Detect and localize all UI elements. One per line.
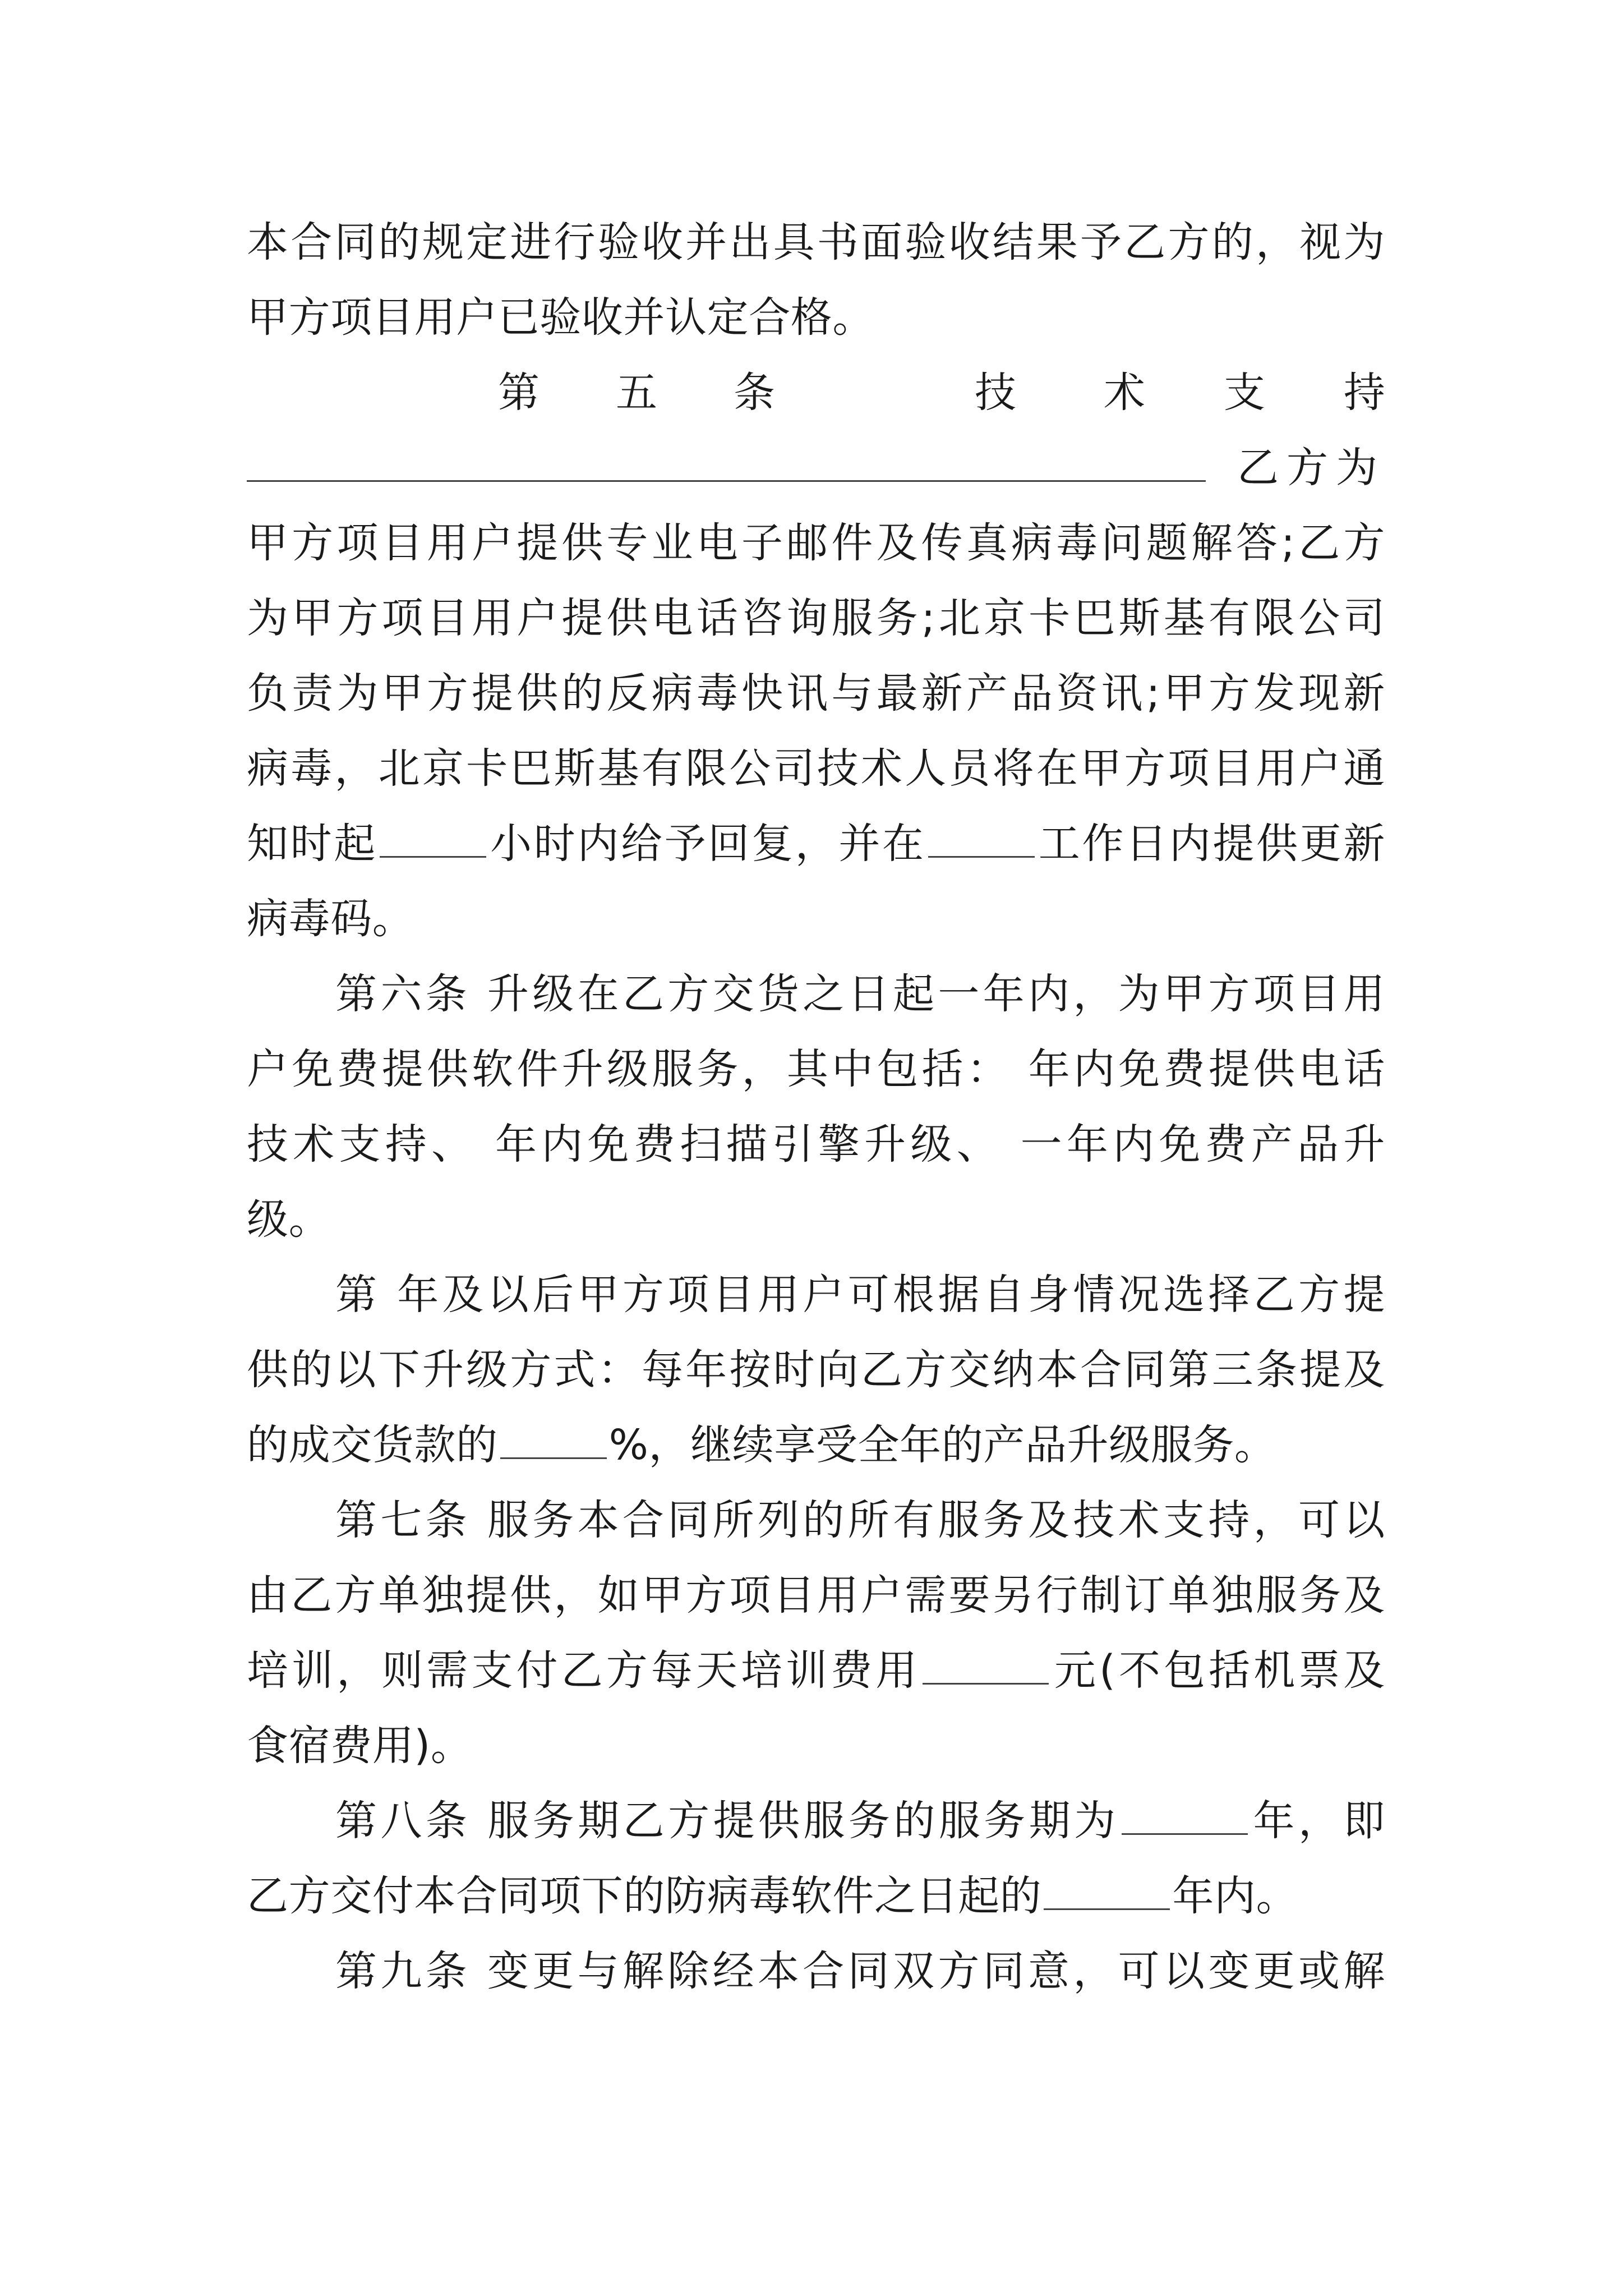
article-5-heading (247, 355, 1385, 430)
text-line: 病毒，北京卡巴斯基有限公司技术人员将在甲方项目用户通 (247, 744, 1385, 793)
heading-char: 第 (498, 369, 540, 417)
text-line: 甲方项目用户已验收并认定合格。 (247, 293, 874, 342)
text-line (247, 1407, 1385, 1483)
text-line (247, 806, 1385, 881)
text-line: 病毒码。 (247, 895, 414, 943)
text-line: 第七条 服务本合同所列的所有服务及技术支持，可以 (335, 1496, 1385, 1544)
text-line: 技术支持、 年内免费扫描引擎升级、 一年内免费产品升 (247, 1120, 1385, 1168)
text-segment: 乙方交付本合同项下的防病毒软件之日起的 (247, 1872, 1042, 1920)
text-line (247, 430, 1385, 505)
text-segment: 工作日内提供更新 (1036, 820, 1385, 868)
heading-char: 术 (1104, 369, 1146, 417)
text-line: 第六条 升级在乙方交货之日起一年内，为甲方项目用 (335, 970, 1385, 1018)
text-line: 由乙方单独提供，如甲方项目用户需要另行制订单独服务及 (247, 1571, 1385, 1619)
text-line: 甲方项目用户提供专业电子邮件及传真病毒问题解答;乙方 (247, 519, 1385, 567)
fill-in-blank (500, 1423, 607, 1459)
text-segment: 的成交货款的 (247, 1421, 498, 1469)
text-line: 供的以下升级方式：每年按时向乙方交纳本合同第三条提及 (247, 1346, 1385, 1394)
text-segment: 年内。 (1172, 1872, 1298, 1920)
text-line: 食宿费用)。 (247, 1722, 473, 1770)
text-segment: 元(不包括机票及 (1051, 1646, 1386, 1695)
text-line: 户免费提供软件升级服务，其中包括： 年内免费提供电话 (247, 1045, 1385, 1093)
text-segment: %，继续享受全年的产品升级服务。 (608, 1421, 1276, 1469)
text-segment: 第八条 服务期乙方提供服务的服务期为 (335, 1797, 1119, 1845)
fill-in-blank (247, 445, 1206, 482)
text-line (247, 1633, 1385, 1708)
text-segment: 年，即 (1249, 1797, 1385, 1845)
text-line: 级。 (247, 1195, 331, 1244)
text-line (247, 1783, 1385, 1858)
text-line: 负责为甲方提供的反病毒快讯与最新产品资讯;甲方发现新 (247, 669, 1385, 717)
document-page (247, 205, 1385, 2009)
text-line: 为甲方项目用户提供电话咨询服务;北京卡巴斯基有限公司 (247, 594, 1385, 642)
text-line: 本合同的规定进行验收并出具书面验收结果予乙方的，视为 (247, 218, 1385, 266)
text-line: 第 年及以后甲方项目用户可根据自身情况选择乙方提 (335, 1271, 1385, 1319)
fill-in-blank (923, 1648, 1049, 1685)
heading-char: 支 (1224, 369, 1266, 417)
line-tail-text: 乙方为 (1237, 444, 1385, 492)
heading-char: 持 (1344, 369, 1386, 417)
fill-in-blank (1044, 1874, 1170, 1910)
text-line (247, 1858, 1385, 1934)
heading-char: 技 (975, 369, 1017, 417)
heading-char: 五 (616, 369, 658, 417)
text-segment: 培训，则需支付乙方每天培训费用 (247, 1646, 921, 1695)
fill-in-blank (1122, 1798, 1248, 1835)
text-line: 第九条 变更与解除经本合同双方同意，可以变更或解 (335, 1947, 1385, 1995)
text-segment: 小时内给予回复，并在 (488, 820, 926, 868)
fill-in-blank (380, 821, 486, 858)
fill-in-blank (928, 821, 1035, 858)
text-segment: 知时起 (247, 820, 377, 868)
heading-char: 条 (734, 369, 776, 417)
